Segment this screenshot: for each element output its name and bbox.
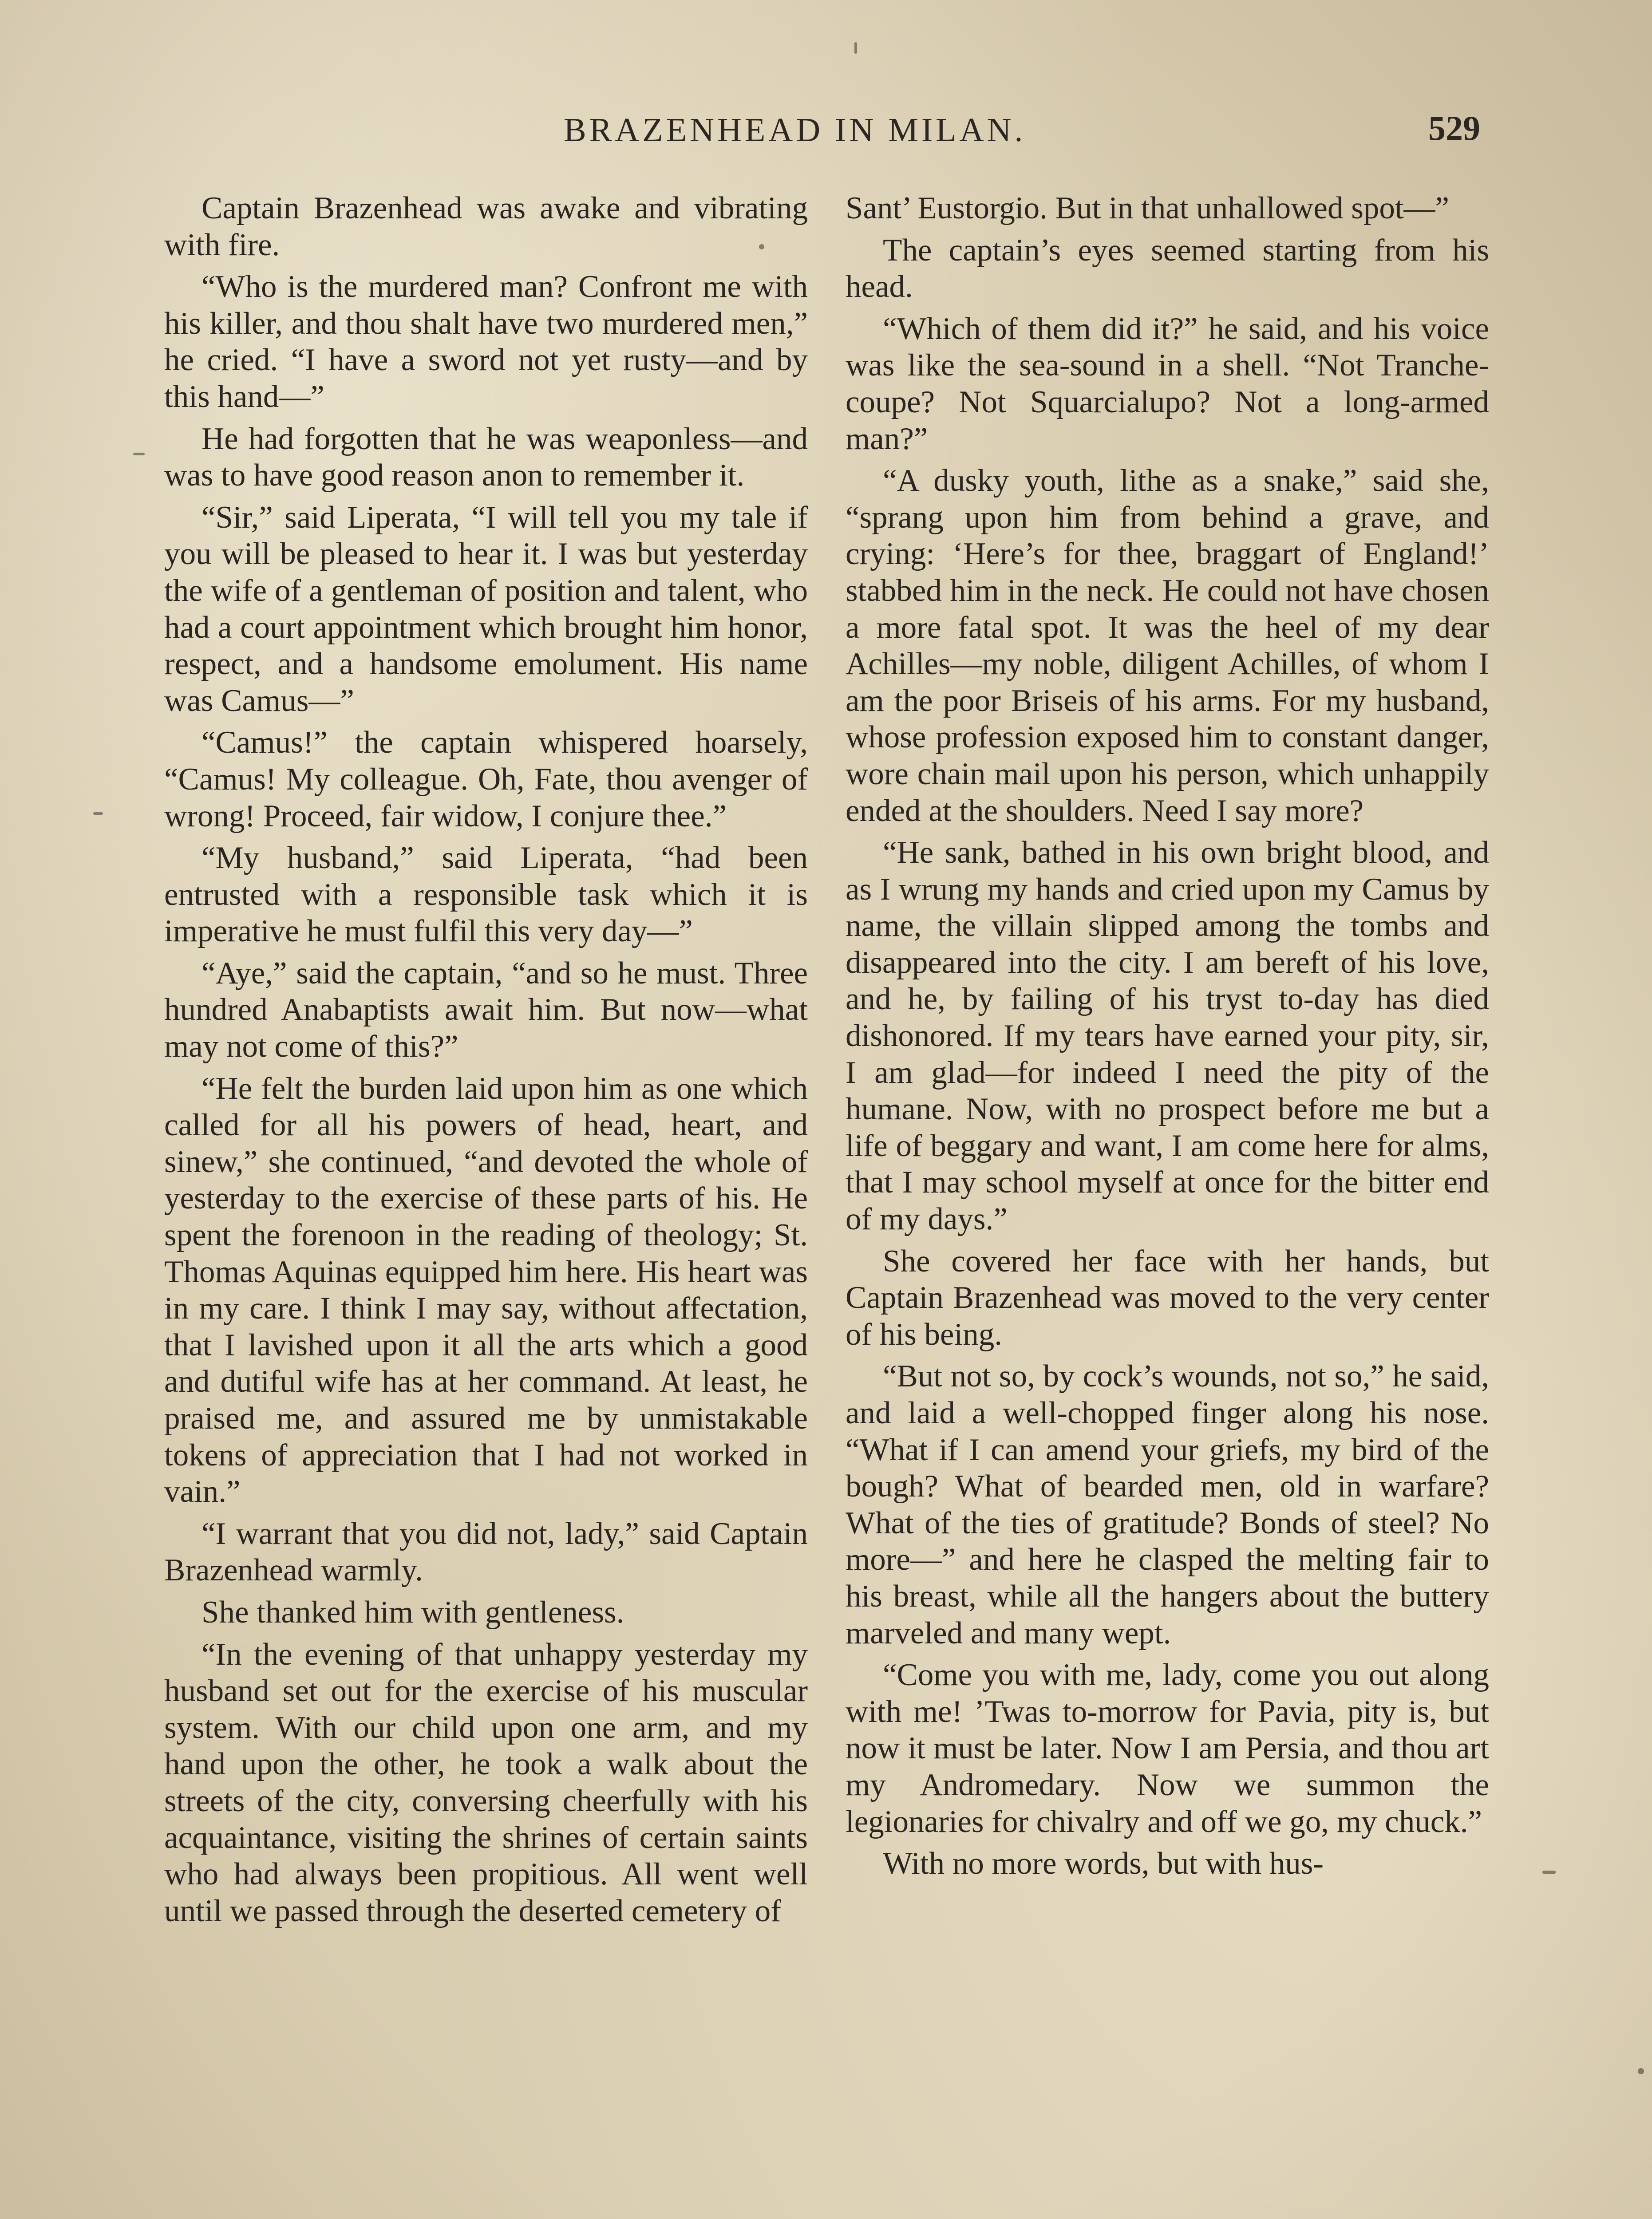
paragraph: With no more words, but with hus- bbox=[883, 1846, 1324, 1881]
paragraph-continued: Sant’ Eustorgio. But in that unhallowed spot—” bbox=[846, 191, 1450, 225]
paper-speck bbox=[854, 42, 857, 54]
paper-speck bbox=[1638, 2068, 1644, 2074]
paragraph: Captain Brazenhead was awake and vibrating with fire. bbox=[164, 191, 808, 262]
page-number: 529 bbox=[1428, 109, 1480, 147]
paper-speck bbox=[759, 244, 764, 249]
paper-speck bbox=[1542, 1871, 1556, 1874]
paragraph: “A dusky youth, lithe as a snake,” said she, “sprang upon him from behind a grave, and crying: ‘Here’s for thee, braggart of England!’ stabbed him in the neck. He could not have chosen a more fatal spot. It was the heel of my dear Achilles—my noble, diligent Achilles, of whom I am the poor Briseis of his arms. For my husband, whose profession exposed him to constant danger, wore chain mail upon his person, which unhappily ended at the shoulders. Need I say more? bbox=[846, 463, 1489, 828]
paragraph: “Aye,” said the captain, “and so he must. Three hundred Anabaptists await him. But now—what may not come of this?” bbox=[164, 956, 808, 1064]
paragraph: The captain’s eyes seemed starting from his head. bbox=[846, 233, 1489, 304]
paragraph: “Who is the murdered man? Confront me with his killer, and thou shalt have two murdered men,” he cried. “I have a sword not yet rusty—and by this hand—” bbox=[164, 269, 808, 414]
text-column-left bbox=[164, 190, 808, 1935]
paragraph: “He sank, bathed in his own bright blood, and as I wrung my hands and cried upon my Camus by name, the villain slipped among the tombs and disappeared into the city. I am bereft of his love, and he, by failing of his tryst to-day has died dishonored. If my tears have earned your pity, sir, I am glad—for indeed I need the pity of the humane. Now, with no prospect before me but a life of beggary and want, I am come here for alms, that I may school myself at once for the bitter end of my days.” bbox=[846, 835, 1489, 1237]
paper-speck bbox=[133, 453, 145, 455]
paragraph: “I warrant that you did not, lady,” said Captain Brazenhead warmly. bbox=[164, 1516, 808, 1588]
paragraph: She thanked him with gentleness. bbox=[202, 1595, 624, 1630]
paragraph: “Sir,” said Liperata, “I will tell you my tale if you will be pleased to hear it. I was but yesterday the wife of a gentleman of position and talent, who had a court appointment which brought him honor, respect, and a handsome emolument. His name was Camus—” bbox=[164, 500, 808, 718]
paragraph: “Come you with me, lady, come you out along with me! ’Twas to-morrow for Pavia, pity is, but now it must be later. Now I am Persia, and thou art my Andromedary. Now we summon the legionaries for chivalry and off we go, my chuck.” bbox=[846, 1658, 1489, 1839]
paragraph: “In the evening of that unhappy yesterday my husband set out for the exercise of his muscular system. With our child upon one arm, and my hand upon the other, he took a walk about the streets of the city, conversing cheerfully with his acquaintance, visiting the shrines of certain saints who had always been propitious. All went well until we passed through the deserted cemetery of bbox=[164, 1637, 808, 1928]
paper-speck bbox=[93, 812, 103, 815]
paragraph: “He felt the burden laid upon him as one which called for all his powers of head, heart, and sinew,” she continued, “and devoted the whole of yesterday to the exercise of these parts of his. He spent the forenoon in the reading of theology; St. Thomas Aquinas equipped him here. His heart was in my care. I think I may say, without affectation, that I lavished upon it all the arts which a good and dutiful wife has at her command. At least, he praised me, and assured me by unmistakable tokens of appreciation that I had not worked in vain.” bbox=[164, 1071, 808, 1509]
running-title: BRAZENHEAD IN MILAN. bbox=[564, 111, 1026, 149]
paragraph: She covered her face with her hands, but Captain Brazenhead was moved to the very center of his being. bbox=[846, 1244, 1489, 1352]
paragraph: “But not so, by cock’s wounds, not so,” he said, and laid a well-chopped finger along his nose. “What if I can amend your griefs, my bird of the bough? What of bearded men, old in warfare? What of the ties of gratitude? Bonds of steel? No more—” and here he clasped the melting fair to his breast, while all the hangers about the buttery marveled and many wept. bbox=[846, 1359, 1489, 1650]
text-column-right bbox=[846, 190, 1489, 1887]
paragraph: “Camus!” the captain whispered hoarsely, “Camus! My colleague. Oh, Fate, thou avenger of wrong! Proceed, fair widow, I conjure thee.” bbox=[164, 725, 808, 833]
paragraph: He had forgotten that he was weaponless—and was to have good reason anon to remember it. bbox=[164, 421, 808, 493]
paragraph: “My husband,” said Liperata, “had been entrusted with a responsible task which it is imperative he must fulfil this very day—” bbox=[164, 841, 808, 949]
paragraph: “Which of them did it?” he said, and his voice was like the sea-sound in a shell. “Not Tranche-coupe? Not Squarcialupo? Not a long-armed man?” bbox=[846, 311, 1489, 456]
